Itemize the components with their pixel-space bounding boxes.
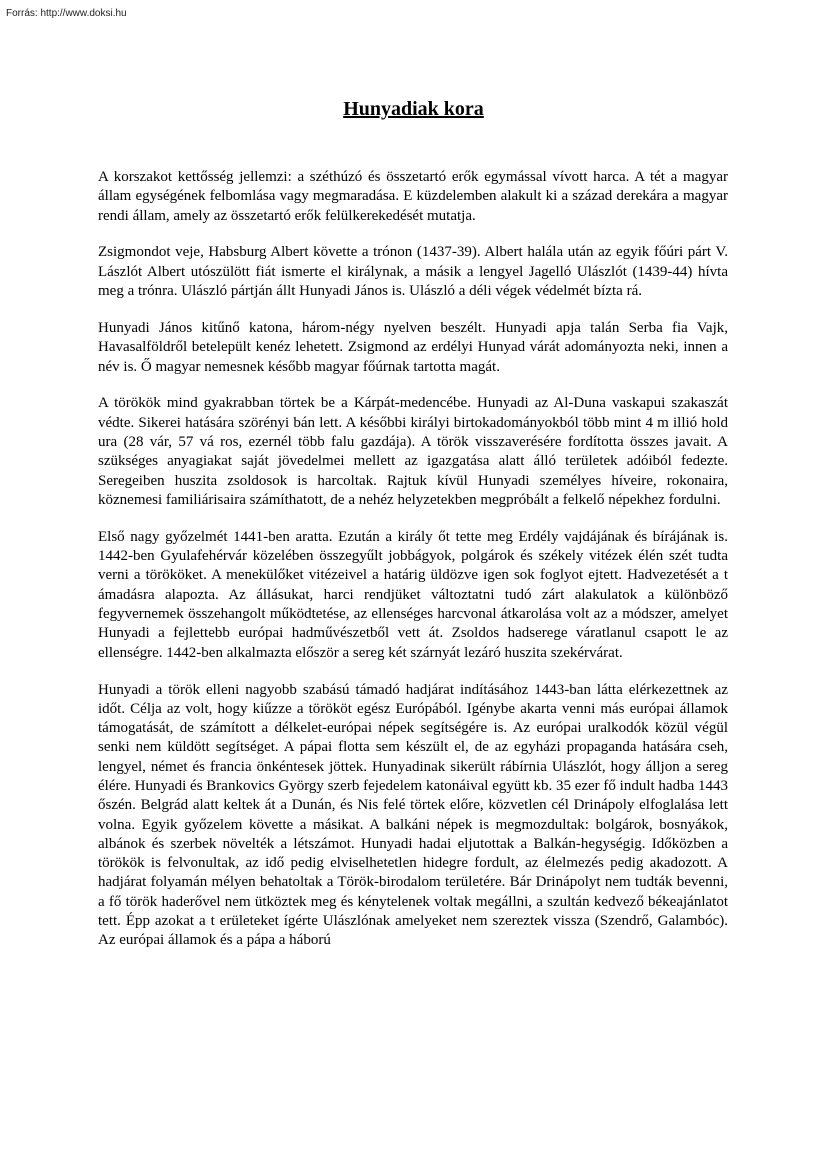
page-title: Hunyadiak kora <box>343 98 484 120</box>
paragraph-5: Első nagy győzelmét 1441-ben aratta. Ezután a király őt tette meg Erdély vajdájának és bírájának is. 1442-ben Gyulafehérvár közelében összegyűlt jobbágyok, polgárok és székely vitézek élén szét tudta verni a törököket. A menekülőket vitézeivel a határig üldözve igen sok foglyot ejtett. Hadvezetését a t ámadásra alapozta. Az állásukat, harci rendjüket változtatni tudó zárt alakulatok a különböző fegyvernemek összehangolt működtetése, az ellenséges harcvonal átkarolása volt az a módszer, amelyet Hunyadi a fejlettebb európai hadművészetből vett át. Zsoldos hadserege váratlanul csapott le az ellenségre. 1442-ben alkalmazta először a sereg két szárnyát lezáró huszita szekérvárat. <box>98 528 728 661</box>
paragraph-4: A törökök mind gyakrabban törtek be a Kárpát-medencébe. Hunyadi az Al-Duna vaskapui szakaszát védte. Sikerei hatására szörényi bán lett. A későbbi királyi birtokadományokból több mint 4 m illió hold ura (28 vár, 57 vá ros, ezernél több falu gazdája). A török visszaverésére fordította összes javait. A szükséges anyagiakat saját jövedelmei mellett az igazgatása alatt álló területek adóiból fedezte. Seregeiben huszita zsoldosok is harcoltak. Rajtuk kívül Hunyadi személyes híveire, rokonaira, köznemesi familiárisaira számíthatott, de a nehéz helyzetekben megpróbált a felkelő népekhez fordulni. <box>98 395 728 508</box>
paragraph-6: Hunyadi a török elleni nagyobb szabású támadó hadjárat indításához 1443-ban látta elérkezettnek az időt. Célja az volt, hogy kiűzze a törököt egész Európából. Igénybe akarta venni más európai államok támogatását, de számított a délkelet-európai népek segítségére is. Az európai uralkodók közül végül senki nem küldött segítséget. A pápai flotta sem készült el, de az egyházi propaganda hatására cseh, lengyel, német és francia önkéntesek jöttek. Hunyadinak sikerült rábírnia Ulászlót, hogy álljon a sereg élére. Hunyadi és Brankovics György szerb fejedelem katonáival együtt kb. 35 ezer fő indult hadba 1443 őszén. Belgrád alatt keltek át a Dunán, és Nis felé törtek előre, közvetlen cél Drinápoly elfoglalása lett volna. Egyik győzelem követte a másikat. A balkáni népek is megmozdultak: bolgárok, bosnyákok, albánok és szerbek növelték a létszámot. Hunyadi hadai eljutottak a Balkán-hegységig. Időközben a törökök is felvonultak, az idő pedig elviselhetetlen hidegre fordult, az élelmezés pedig akadozott. A hadjárat folyamán mélyen behatoltak a Török-birodalom területére. Bár Drinápolyt nem tudták bevenni, a fő török haderővel nem ütköztek meg és kénytelenek voltak megállni, a szultán kedvező békeajánlatot tett. Épp azokat a t erületeket ígérte Ulászlónak amelyeket nem szereztek vissza (Szendrő, Galambóc). Az európai államok és a pápa a háború <box>98 681 728 949</box>
paragraph-3: Hunyadi János kitűnő katona, három-négy nyelven beszélt. Hunyadi apja talán Serba fia Vajk, Havasalföldről betelepült kenéz lehetett. Zsigmond az erdélyi Hunyad várát adományozta neki, innen a név is. Ő magyar nemesnek később magyar főúrnak tartotta magát. <box>98 319 728 375</box>
document-body <box>98 168 728 968</box>
source-label: Forrás: http://www.doksi.hu <box>6 8 127 19</box>
paragraph-1: A korszakot kettősség jellemzi: a széthúzó és összetartó erők egymással vívott harca. A tét a magyar állam egységének felbomlása vagy megmaradása. E küzdelemben alakult ki a század derekára a magyar rendi állam, amely az összetartó erők felülkerekedését mutatja. <box>98 169 728 224</box>
paragraph-2: Zsigmondot veje, Habsburg Albert követte a trónon (1437-39). Albert halála után az egyik főúri párt V. Lászlót Albert utószülött fiát ismerte el királynak, a másik a lengyel Jagelló Ulászlót (1439-44) hívta meg a trónra. Ulászló pártján állt Hunyadi János is. Ulászló a déli végek védelmét bízta rá. <box>98 244 728 300</box>
